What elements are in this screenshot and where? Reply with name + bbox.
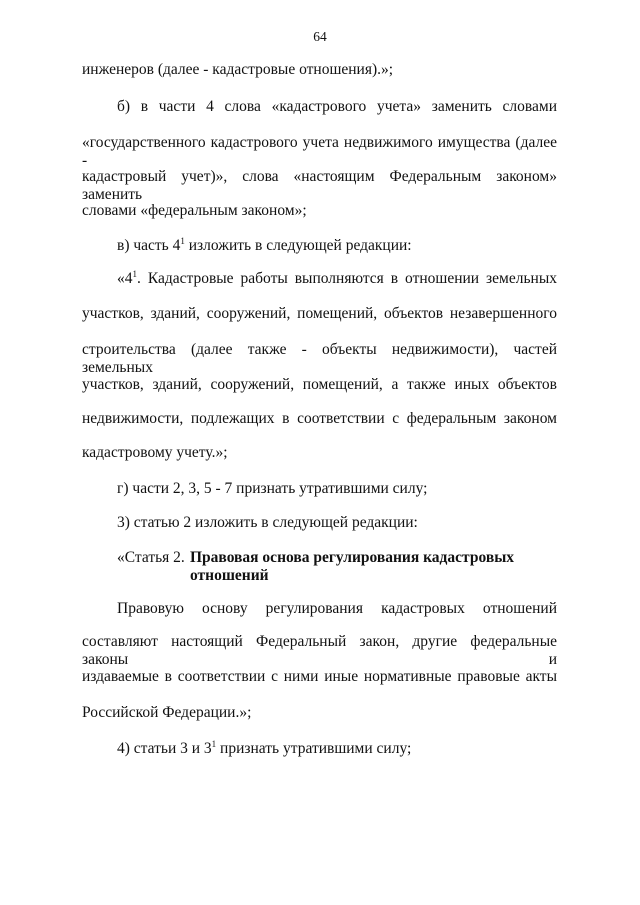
- text-line: составляют настоящий Федеральный закон, другие федеральные законы и: [82, 633, 557, 668]
- text-line: кадастровый учет)», слова «настоящим Федеральным законом» заменить: [82, 168, 557, 203]
- superscript: 1: [211, 739, 217, 749]
- text-line: строительства (далее также - объекты недвижимости), частей земельных: [82, 341, 557, 376]
- text-fragment: 4) статьи 3 и 3: [117, 740, 212, 757]
- text-line: «государственного кадастрового учета недвижимого имущества (далее -: [82, 134, 557, 169]
- text-line: участков, зданий, сооружений, помещений, а также иных объектов: [82, 376, 557, 393]
- article-label: «Статья 2.: [117, 549, 185, 566]
- text-line: Правовую основу регулирования кадастровых отношений: [117, 600, 557, 617]
- text-line: издаваемые в соответствии с ними иные нормативные правовые акты: [82, 668, 557, 685]
- superscript: 1: [132, 269, 137, 279]
- text-line: г) части 2, 3, 5 - 7 признать утратившими силу;: [117, 480, 428, 497]
- text-line: б) в части 4 слова «кадастрового учета» заменить словами: [117, 98, 557, 115]
- text-fragment: «4: [117, 270, 133, 287]
- article-title: Правовая основа регулирования кадастровых: [190, 549, 515, 566]
- text-line: [117, 270, 557, 288]
- text-fragment: в) часть 4: [117, 237, 181, 254]
- text-fragment: изложить в следующей редакции:: [184, 237, 412, 254]
- text-line: словами «федеральным законом»;: [82, 202, 307, 219]
- text-line: [117, 740, 411, 758]
- text-line: участков, зданий, сооружений, помещений, объектов незавершенного: [82, 305, 557, 322]
- text-fragment: . Кадастровые работы выполняются в отношении земельных: [137, 270, 557, 287]
- text-line: инженеров (далее - кадастровые отношения).»;: [82, 61, 394, 78]
- text-line: недвижимости, подлежащих в соответствии с федеральным законом: [82, 410, 557, 427]
- text-fragment: признать утратившими силу;: [216, 740, 412, 757]
- page-number: 64: [313, 29, 327, 44]
- text-line: Российской Федерации.»;: [82, 704, 252, 721]
- article-title: отношений: [190, 567, 269, 584]
- text-line: [117, 237, 412, 255]
- text-line: кадастровому учету.»;: [82, 444, 228, 461]
- text-line: 3) статью 2 изложить в следующей редакции:: [117, 514, 418, 531]
- superscript: 1: [180, 236, 185, 246]
